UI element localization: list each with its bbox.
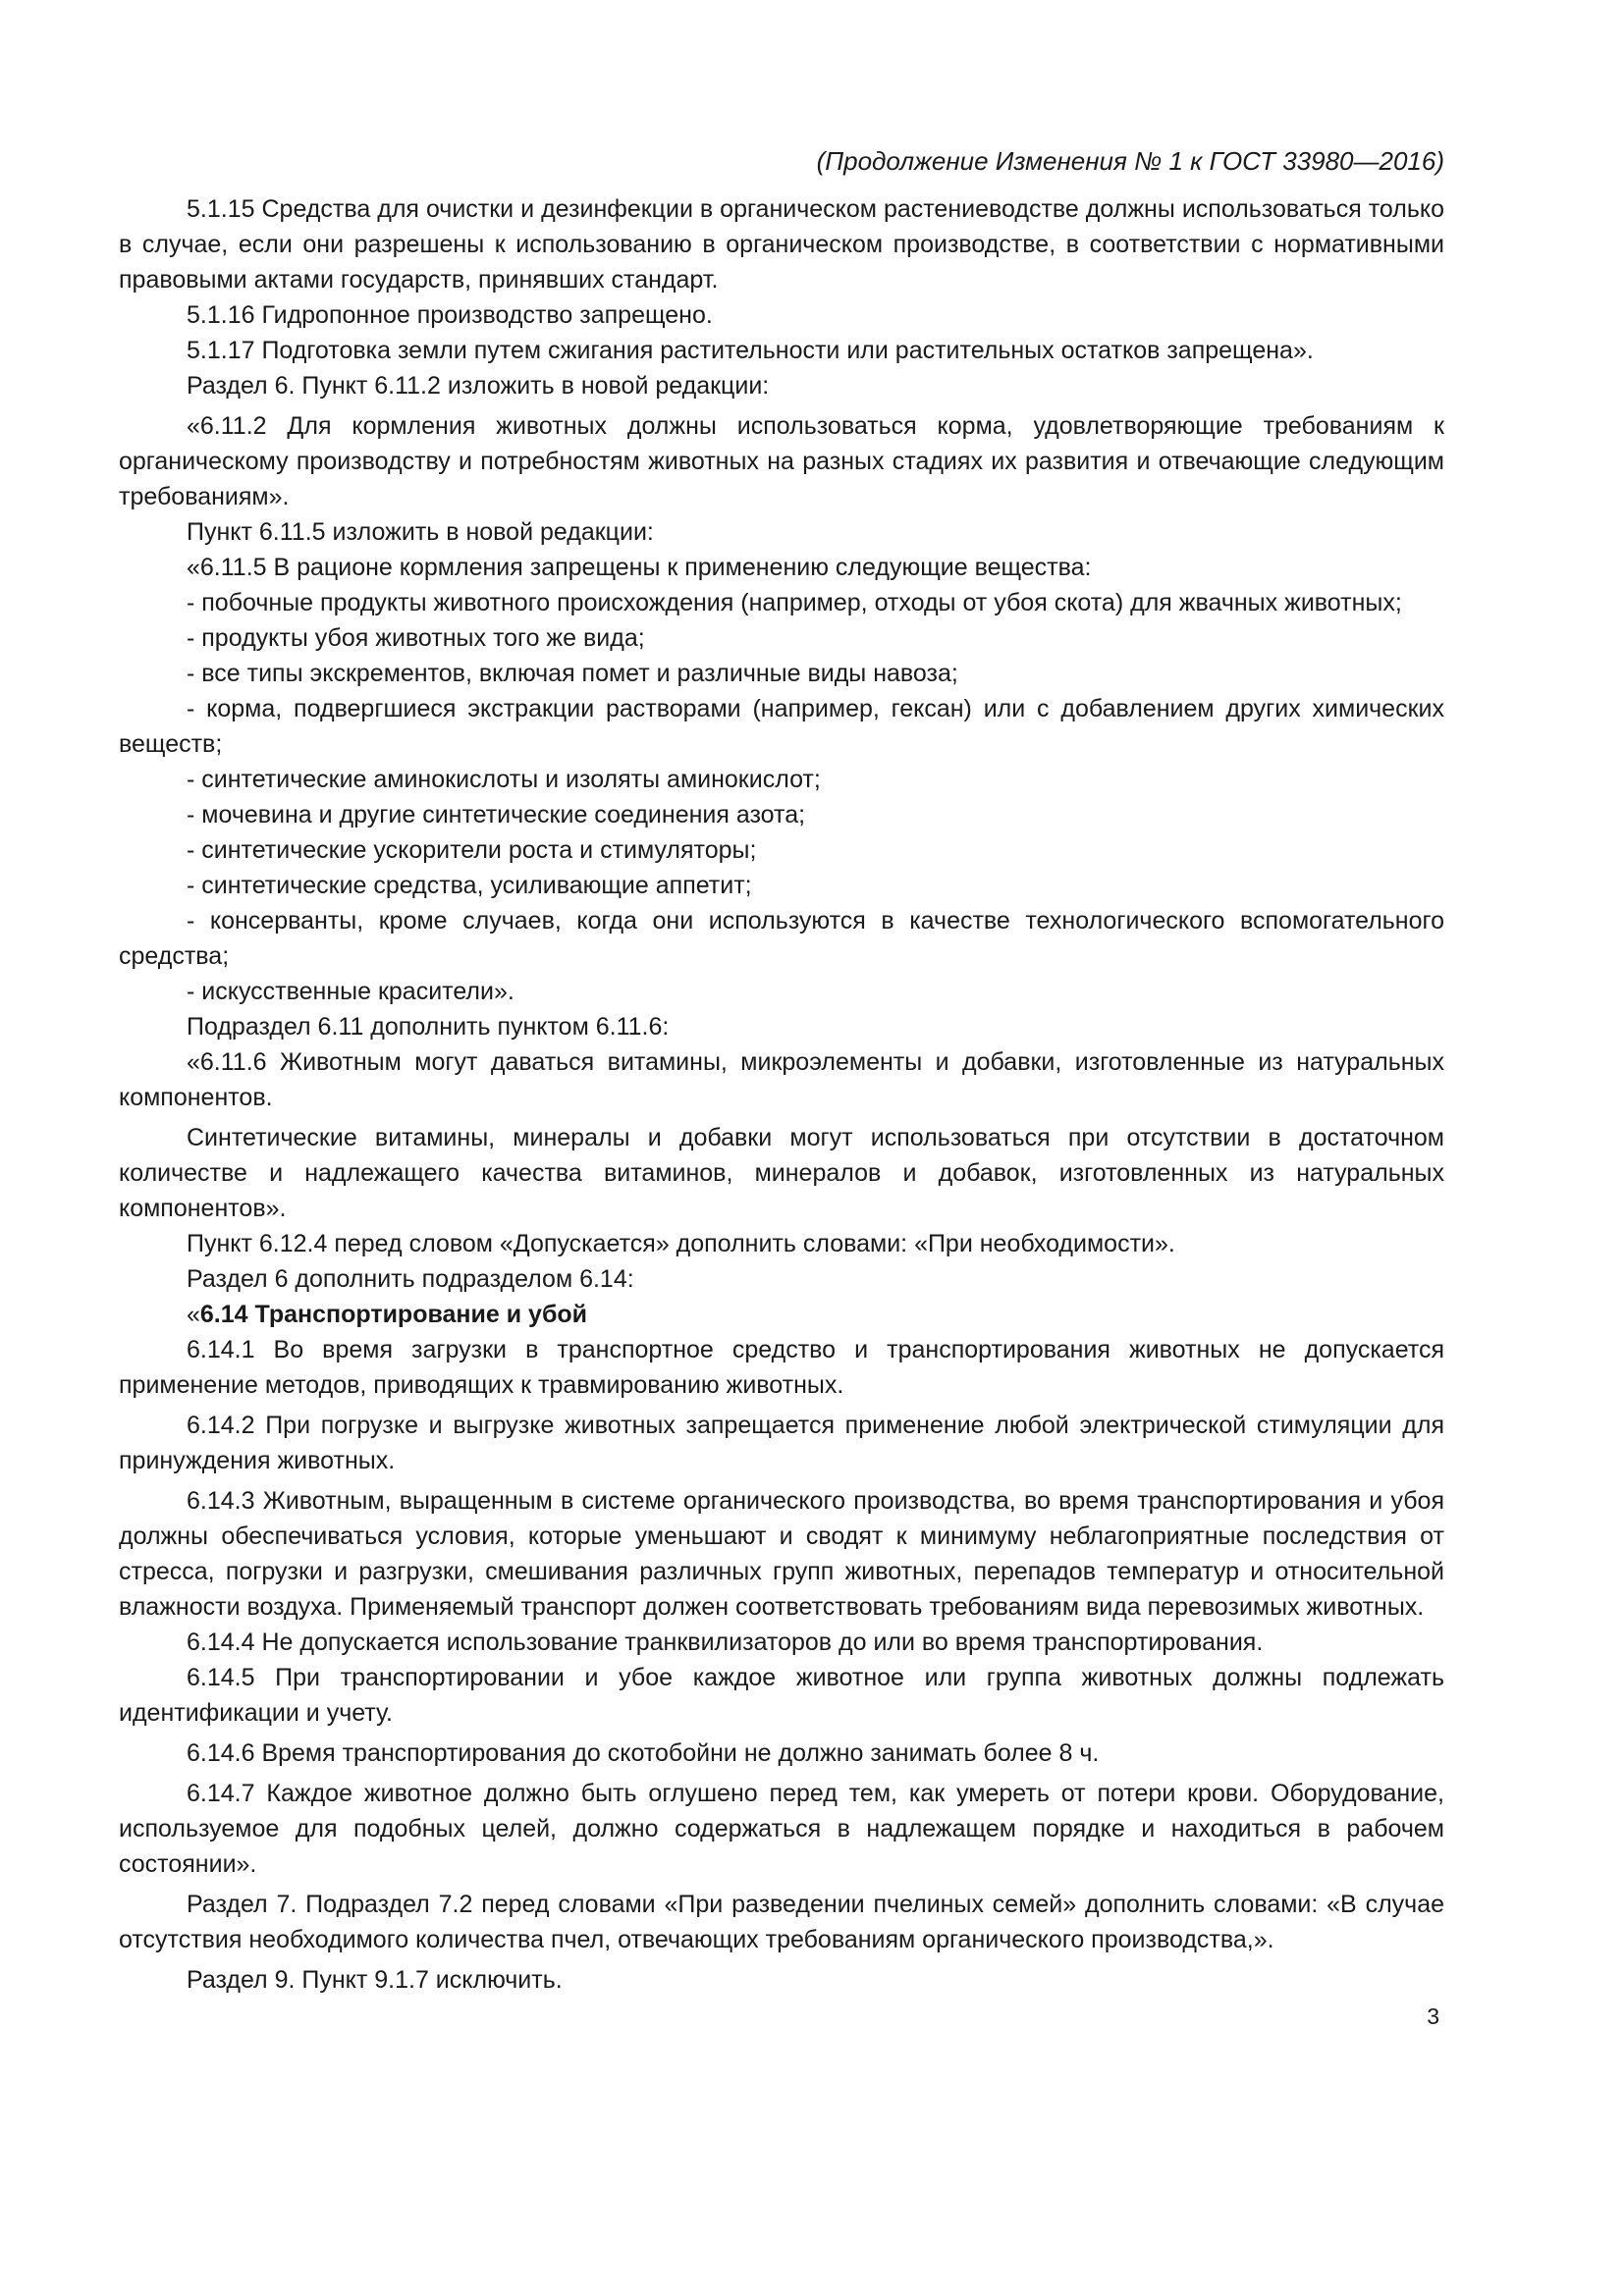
list-item: - консерванты, кроме случаев, когда они используются в качестве технологического вспомогательного средства; — [119, 907, 1444, 970]
paragraph-5-1-16: 5.1.16 Гидропонное производство запрещено. — [187, 301, 713, 329]
paragraph-6-14-6: 6.14.6 Время транспортирования до скотобойни не должно занимать более 8 ч. — [187, 1739, 1100, 1767]
section-heading-6-14 — [119, 1297, 1444, 1332]
document-body — [119, 143, 1444, 1998]
running-head: (Продолжение Изменения № 1 к ГОСТ 33980—2016) — [816, 146, 1444, 176]
paragraph-section-6-instruction: Раздел 6. Пункт 6.11.2 изложить в новой редакции: — [187, 372, 770, 400]
list-item: - искусственные красители». — [187, 978, 514, 1005]
paragraph-6-11-instruction: Подраздел 6.11 дополнить пунктом 6.11.6: — [187, 1013, 670, 1041]
paragraph-6-14-3: 6.14.3 Животным, выращенным в системе органического производства, во время транспортирования и убоя должны обеспечиваться условия, которые уменьшают и сводят к минимуму неблагоприятные последствия от стресса, погрузки и разгрузки, смешивания различных групп животных, перепадов температур и относительной влажности воздуха. Применяемый транспорт должен соответствовать требованиям вида перевозимых животных. — [119, 1487, 1444, 1621]
heading-quote-mark: « — [187, 1301, 200, 1328]
list-item: - все типы экскрементов, включая помет и различные виды навоза; — [187, 660, 958, 687]
list-item: - продукты убоя животных того же вида; — [187, 624, 645, 652]
paragraph-6-14-2: 6.14.2 При погрузке и выгрузке животных запрещается применение любой электрической стимуляции для принуждения животных. — [119, 1412, 1444, 1474]
paragraph-6-12-4-instruction: Пункт 6.12.4 перед словом «Допускается» дополнить словами: «При необходимости». — [187, 1230, 1175, 1257]
list-item: - синтетические ускорители роста и стимуляторы; — [187, 836, 757, 864]
heading-title: 6.14 Транспортирование и убой — [199, 1301, 588, 1328]
list-item: - корма, подвергшиеся экстракции растворами (например, гексан) или с добавлением других химических веществ; — [119, 695, 1444, 758]
page-number: 3 — [1427, 2003, 1439, 2029]
paragraph-6-11-5-instruction: Пункт 6.11.5 изложить в новой редакции: — [187, 518, 654, 546]
list-item: - синтетические средства, усиливающие аппетит; — [187, 872, 752, 899]
paragraph-6-14-1: 6.14.1 Во время загрузки в транспортное средство и транспортирования животных не допускается применение методов, приводящих к травмированию животных. — [119, 1336, 1444, 1399]
paragraph-6-11-6: «6.11.6 Животным могут даваться витамины, микроэлементы и добавки, изготовленные из натуральных компонентов. — [119, 1048, 1444, 1111]
paragraph-5-1-15: 5.1.15 Средства для очистки и дезинфекции в органическом растениеводстве должны использоваться только в случае, если они разрешены к использованию в органическом производстве, в соответствии с нормативными правовыми актами государств, принявших стандарт. — [119, 195, 1444, 294]
paragraph-synthetic-vitamins: Синтетические витамины, минералы и добавки могут использоваться при отсутствии в достаточном количестве и надлежащего качества витаминов, минералов и добавок, изготовленных из натуральных компонентов». — [119, 1124, 1444, 1222]
paragraph-6-14-5: 6.14.5 При транспортировании и убое каждое животное или группа животных должны подлежать идентификации и учету. — [119, 1664, 1444, 1727]
paragraph-section-9-instruction: Раздел 9. Пункт 9.1.7 исключить. — [187, 1966, 563, 1994]
paragraph-5-1-17: 5.1.17 Подготовка земли путем сжигания растительности или растительных остатков запрещена». — [187, 337, 1314, 364]
paragraph-6-14-4: 6.14.4 Не допускается использование транквилизаторов до или во время транспортирования. — [187, 1629, 1264, 1656]
paragraph-6-11-2: «6.11.2 Для кормления животных должны использоваться корма, удовлетворяющие требованиям к органическому производству и потребностям животных на разных стадиях их развития и отвечающие следующим требованиям». — [119, 412, 1444, 510]
list-item: - мочевина и другие синтетические соединения азота; — [187, 801, 806, 828]
paragraph-section-6-14-instruction: Раздел 6 дополнить подразделом 6.14: — [187, 1265, 634, 1293]
list-item: - побочные продукты животного происхождения (например, отходы от убоя скота) для жвачных животных; — [187, 589, 1402, 616]
paragraph-section-7-instruction: Раздел 7. Подраздел 7.2 перед словами «При разведении пчелиных семей» дополнить словами: «В случае отсутствия необходимого количества пчел, отвечающих требованиям органического производства,». — [119, 1891, 1444, 1953]
paragraph-6-11-5: «6.11.5 В рационе кормления запрещены к применению следующие вещества: — [187, 554, 1092, 581]
paragraph-6-14-7: 6.14.7 Каждое животное должно быть оглушено перед тем, как умереть от потери крови. Оборудование, используемое для подобных целей, должно содержаться в надлежащем порядке и находиться в рабочем состоянии». — [119, 1780, 1444, 1878]
list-item: - синтетические аминокислоты и изоляты аминокислот; — [187, 766, 821, 793]
